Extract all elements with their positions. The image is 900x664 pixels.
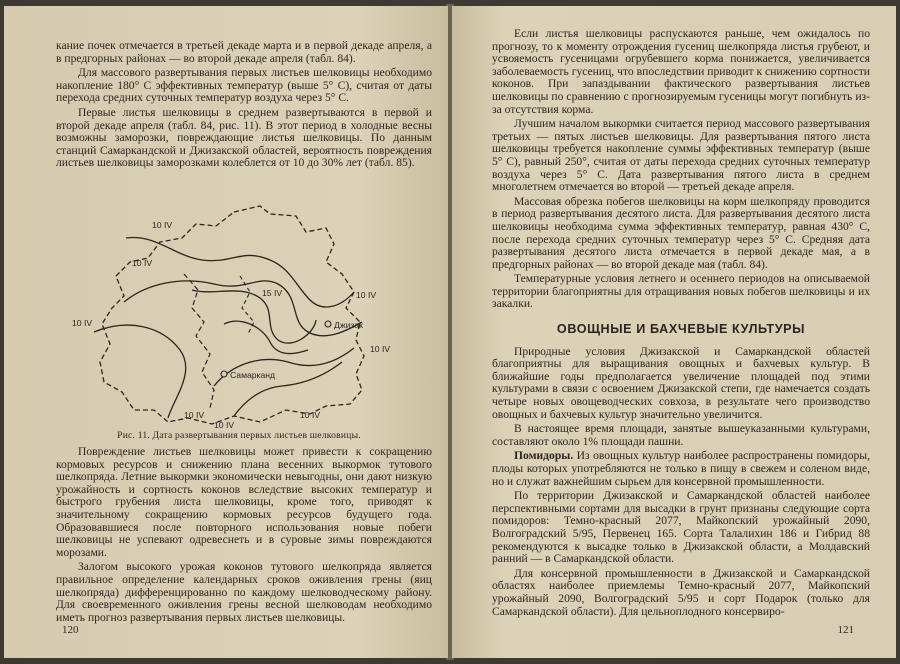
- run-in-heading: Помидоры.: [514, 449, 574, 463]
- paragraph: В настоящее время площади, занятые вышеуказанными культурами, составляют около 1% площади пашни.: [492, 422, 870, 448]
- isoline-label: 10 IV: [72, 318, 93, 328]
- paragraph: Температурные условия летнего и осеннего периодов на описываемой территории благоприятны для отращивания новых побегов шелковицы и их закалки.: [492, 272, 870, 311]
- paragraph-text: Из овощных культур наиболее распространены помидоры, плоды которых употребляются не только в пищу в свежем и соленом виде, но и служат важнейшим сырьем для консервной промышленности.: [492, 449, 870, 488]
- isoline-label: 10 IV: [356, 290, 377, 300]
- paragraph: Массовая обрезка побегов шелковицы на корм шелкопряду проводится в период развертывания десятого листа. Для развертывания десятого листа шелковицы необходима сумма эффективных температур, равная 430° С, после перехода средних суточных температур через 5° С. Средняя дата развертывания десятого листа отмечается в первой декаде мая, а в предгорных районах — во второй декаде мая (табл. 84).: [492, 194, 870, 271]
- paragraph: Повреждение листьев шелковицы может привести к сокращению кормовых ресурсов и снижению плана весенних выкормок тутового шелкопряда. Летние выкормки экономически невыгодны, они дают низкую урожайность и сортность коконов вследствие высоких температур и быстрого грубения листа шелковицы, кроме того, приводят к значительному сокращению кормовых ресурсов будущего года. Образовавшиеся после повторного использования новые побеги шелковицы не успевают одревеснеть и в суровые зимы повреждаются морозами.: [56, 445, 432, 559]
- isoline-label: 10 IV: [370, 344, 391, 354]
- isoline-label: 10 IV: [132, 258, 153, 268]
- left-top-text: [56, 40, 432, 170]
- paragraph: Для консервной промышленности в Джизакской и Самаркандской областях наиболее приемлемы Темно-красный 2077, Майкопский урожайный 2090, Волгоградский 5/95 и сорт Подарок (только для Самаркандской области). Для цельноплодного консервиро-: [492, 566, 870, 618]
- left-bottom-text: [56, 446, 432, 624]
- paragraph: Если листья шелковицы распускаются раньше, чем ожидалось по прогнозу, то к моменту отрождения гусениц шелкопряда листья грубеют, и усвояемость гусеницами огрубевшего корма понижается, увеличивается заболеваемость гусениц, что впоследствии приводит к снижению сортности коконов. При запаздывании фактического развертывания листьев шелковицы по сравнению с прогнозируемым гусеницы могут погибнуть из-за отсутствия корма.: [492, 27, 870, 116]
- isoline: [224, 321, 308, 353]
- paragraph: Для массового развертывания первых листьев шелковицы необходимо накопление 180° С эффективных температур (выше 5° С), считая от даты перехода средних суточных температур воздуха через 5° С.: [56, 66, 432, 105]
- isoline: [126, 238, 354, 307]
- city-marker-samarkand: [221, 371, 227, 377]
- isoline-map-figure: [64, 204, 414, 434]
- paragraph: кание почек отмечается в третьей декаде марта и в первой декаде апреля, а в предгорных районах — во второй декаде апреля (табл. 84).: [56, 39, 432, 65]
- region-boundary: [100, 206, 364, 424]
- city-label-dzhizak: Джизак: [334, 320, 363, 330]
- paragraph-tomatoes: [492, 450, 870, 488]
- section-title: ОВОЩНЫЕ И БАХЧЕВЫЕ КУЛЬТУРЫ: [556, 322, 806, 337]
- paragraph: Залогом высокого урожая коконов тутового шелкопряда является правильное определение календарных сроков оживления грены (яиц шелкопряда) дифференцированно по каждому шелководческому району. Для своевременного оживления грены весной шелководам необходимо иметь прогноз развертывания первых листьев шелковицы.: [56, 560, 432, 624]
- city-marker-dzhizak: [325, 321, 331, 327]
- right-page: [452, 6, 896, 658]
- figure-caption: Рис. 11. Дата развертывания первых листьев шелковицы.: [117, 430, 361, 441]
- isoline-label: 10 IV: [214, 420, 235, 430]
- left-page: [4, 6, 448, 658]
- internal-boundary: [184, 274, 214, 408]
- paragraph: По территории Джизакской и Самаркандской областей наиболее перспективными сортами для высадки в грунт признаны следующие сорта помидоров: Темно-красный 2077, Майкопский урожайный 2090, Волгоградский 5/95, Первенец 165. Сорта Талалихин 186 и Гибрид 88 рекомендуются к высадке только в Джизакской области, а Молдавский ранний — в Самаркандской области.: [492, 489, 870, 566]
- isoline-label: 10 IV: [152, 220, 173, 230]
- paragraph: Лучшим началом выкормки считается период массового развертывания третьих — пятых листьев шелковицы. Для развертывания пятого листа шелковицы требуется накопление суммы эффективных температур (выше 5° С), равный 250°, считая от даты перехода средних суточных температур воздуха через 5° С. Дата развертывания пятого листа в среднем многолетнем отмечается во второй — третьей декаде апреля.: [492, 117, 870, 194]
- page-number: 120: [62, 624, 79, 636]
- isoline: [214, 348, 354, 386]
- paragraph: Первые листья шелковицы в среднем развертываются в первой и второй декаде апреля (табл. 84, рис. 11). В этот период в холодные весны возможны заморозки, повреждающие листья шелковицы. По данным станций Самаркандской и Джизакской областей, вероятность повреждения листьев шелковицы заморозками колеблется от 10 до 30% лет (табл. 85).: [56, 105, 432, 170]
- isoline-label: 15 IV: [262, 288, 283, 298]
- isoline-label: 10 IV: [184, 410, 205, 420]
- paragraph: Природные условия Джизакской и Самаркандской областей благоприятны для выращивания овощных и бахчевых культур. В ближайшие годы предполагается увеличение площадей под этими культурами в связи с освоением Джизакской степи, где намечается создать четыре новых овощеводческих совхоза, в результате чего производство овощных и бахчевых культур значительно увеличится.: [492, 344, 870, 421]
- isoline: [94, 325, 186, 418]
- page-number: 121: [837, 624, 854, 636]
- isoline-label: 10 IV: [300, 410, 321, 420]
- right-text: [492, 28, 870, 618]
- city-label-samarkand: Самарканд: [230, 370, 276, 380]
